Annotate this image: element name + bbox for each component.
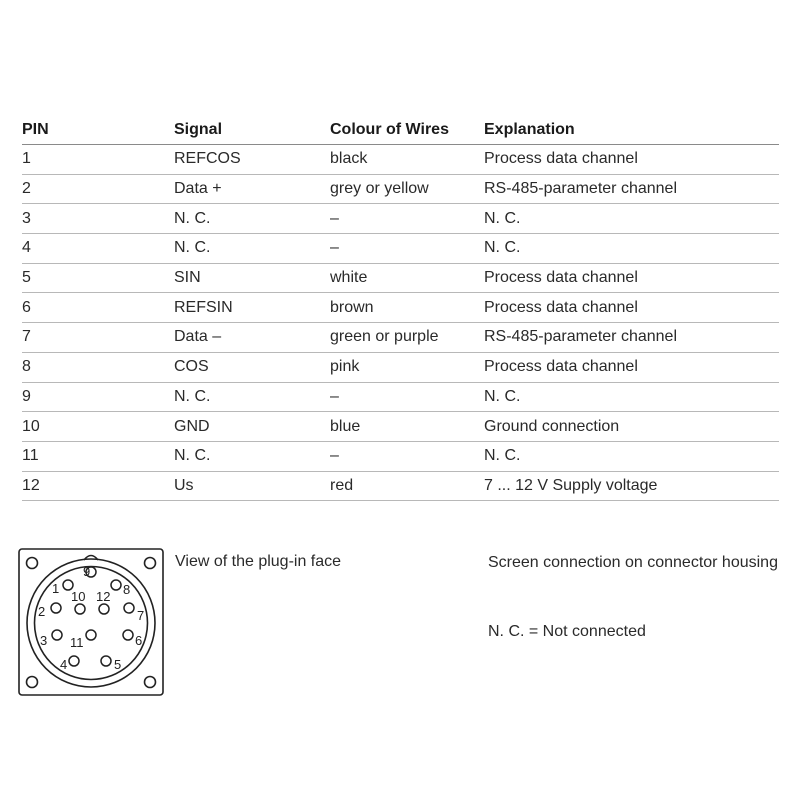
cell-pin: 3 — [22, 204, 174, 234]
connector-pin — [99, 604, 109, 614]
cell-colour: – — [330, 204, 484, 234]
cell-colour: green or purple — [330, 323, 484, 353]
table-row — [22, 234, 779, 264]
screen-connection-note: Screen connection on connector housing — [488, 554, 778, 571]
pin-number-label: 3 — [40, 633, 48, 648]
header-explanation: Explanation — [484, 116, 779, 145]
header-pin: PIN — [22, 116, 174, 145]
cell-signal: Data + — [174, 174, 330, 204]
cell-colour: black — [330, 145, 484, 175]
connector-outer-ring — [27, 559, 155, 687]
cell-colour: blue — [330, 412, 484, 442]
table-row — [22, 174, 779, 204]
connector-pin — [52, 630, 62, 640]
mounting-hole-bottom-right — [145, 677, 156, 688]
cell-colour: – — [330, 382, 484, 412]
cell-colour: brown — [330, 293, 484, 323]
cell-colour: white — [330, 263, 484, 293]
pin-number-label: 12 — [96, 589, 111, 604]
cell-pin: 4 — [22, 234, 174, 264]
cell-pin: 9 — [22, 382, 174, 412]
connector-pin — [124, 603, 134, 613]
table-header-row — [22, 116, 779, 145]
cell-signal: GND — [174, 412, 330, 442]
cell-explanation: N. C. — [484, 441, 779, 471]
cell-signal: N. C. — [174, 204, 330, 234]
table-row — [22, 323, 779, 353]
connector-pin — [86, 630, 96, 640]
cell-explanation: N. C. — [484, 234, 779, 264]
pin-number-label: 11 — [70, 635, 84, 650]
cell-signal: N. C. — [174, 441, 330, 471]
cell-explanation: Process data channel — [484, 263, 779, 293]
pin-number-label: 10 — [71, 589, 86, 604]
mounting-hole-top-left — [27, 558, 38, 569]
table-body — [22, 145, 779, 501]
cell-explanation: Process data channel — [484, 145, 779, 175]
connector-pin — [123, 630, 133, 640]
table-row — [22, 145, 779, 175]
cell-explanation: Process data channel — [484, 293, 779, 323]
table-row — [22, 412, 779, 442]
cell-colour: pink — [330, 352, 484, 382]
nc-legend: N. C. = Not connected — [488, 623, 646, 640]
table-row — [22, 352, 779, 382]
header-signal: Signal — [174, 116, 330, 145]
cell-explanation: Process data channel — [484, 352, 779, 382]
cell-signal: SIN — [174, 263, 330, 293]
cell-signal: Data – — [174, 323, 330, 353]
mounting-hole-bottom-left — [27, 677, 38, 688]
cell-pin: 6 — [22, 293, 174, 323]
cell-explanation: RS-485-parameter channel — [484, 174, 779, 204]
cell-pin: 5 — [22, 263, 174, 293]
pin-number-label: 1 — [52, 581, 60, 596]
pin-number-label: 9 — [83, 564, 91, 579]
pin-number-label: 6 — [135, 633, 143, 648]
cell-pin: 11 — [22, 441, 174, 471]
cell-signal: N. C. — [174, 382, 330, 412]
cell-pin: 7 — [22, 323, 174, 353]
table-row — [22, 204, 779, 234]
connector-pin — [111, 580, 121, 590]
pin-number-label: 5 — [114, 657, 122, 672]
cell-explanation: RS-485-parameter channel — [484, 323, 779, 353]
view-caption: View of the plug-in face — [175, 553, 342, 570]
cell-signal: REFCOS — [174, 145, 330, 175]
cell-explanation: N. C. — [484, 382, 779, 412]
connector-pin — [69, 656, 79, 666]
table-row — [22, 263, 779, 293]
table-row — [22, 293, 779, 323]
cell-pin: 10 — [22, 412, 174, 442]
cell-colour: – — [330, 441, 484, 471]
mounting-hole-top-right — [145, 558, 156, 569]
cell-pin: 2 — [22, 174, 174, 204]
cell-explanation: Ground connection — [484, 412, 779, 442]
connector-pin — [101, 656, 111, 666]
cell-pin: 8 — [22, 352, 174, 382]
cell-explanation: N. C. — [484, 204, 779, 234]
table-row — [22, 441, 779, 471]
cell-colour: – — [330, 234, 484, 264]
table-row — [22, 471, 779, 501]
pin-number-label: 4 — [60, 657, 68, 672]
pin-number-label: 8 — [123, 582, 131, 597]
cell-signal: REFSIN — [174, 293, 330, 323]
header-colour-of-wires: Colour of Wires — [330, 116, 484, 145]
cell-signal: Us — [174, 471, 330, 501]
pin-number-label: 7 — [137, 608, 145, 623]
cell-colour: red — [330, 471, 484, 501]
connector-pin — [75, 604, 85, 614]
cell-colour: grey or yellow — [330, 174, 484, 204]
cell-signal: N. C. — [174, 234, 330, 264]
pin-number-label: 2 — [38, 604, 46, 619]
cell-pin: 12 — [22, 471, 174, 501]
table-row — [22, 382, 779, 412]
cell-pin: 1 — [22, 145, 174, 175]
connector-face-diagram — [18, 548, 164, 696]
connector-pin — [51, 603, 61, 613]
cell-explanation: 7 ... 12 V Supply voltage — [484, 471, 779, 501]
pin-assignment-table — [22, 116, 779, 501]
cell-signal: COS — [174, 352, 330, 382]
